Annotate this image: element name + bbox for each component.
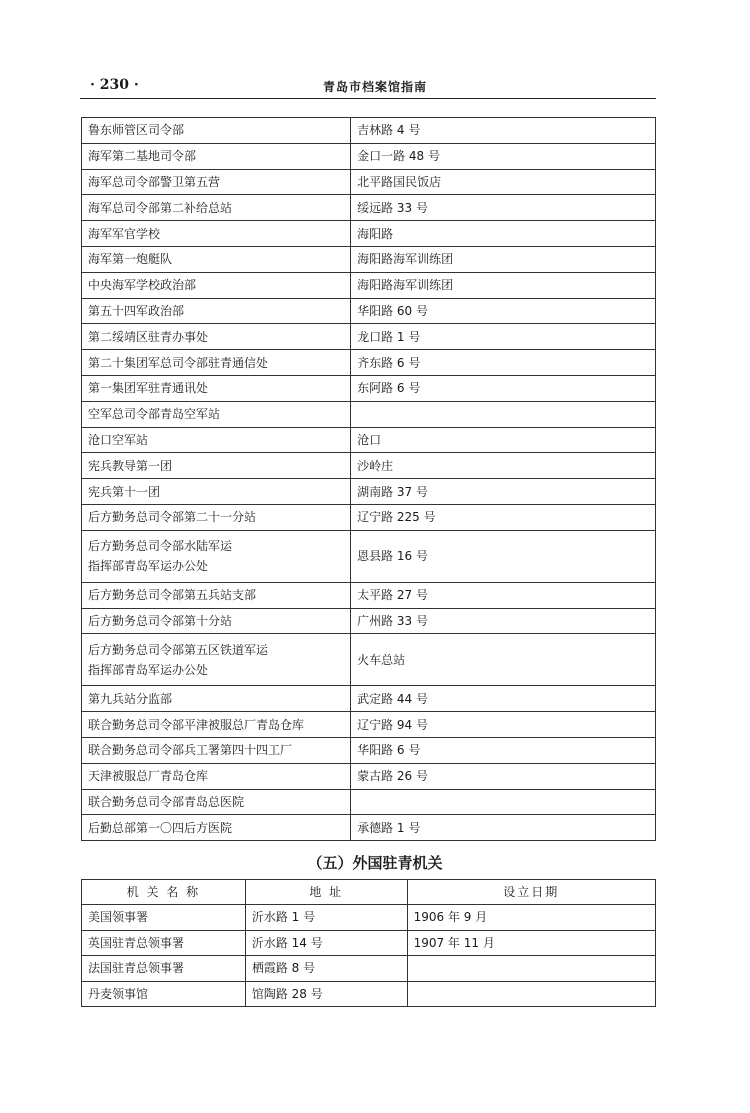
address-cell: 栖霞路 8 号 <box>245 956 407 982</box>
table-row <box>82 608 656 634</box>
agency-name-cell: 法国驻青总领事署 <box>82 956 246 982</box>
table-header-row <box>82 880 656 905</box>
org-name-cell: 第二十集团军总司令部驻青通信处 <box>82 350 351 376</box>
address-cell: 齐东路 6 号 <box>351 350 656 376</box>
address-cell <box>351 401 656 427</box>
foreign-agencies-table-body <box>82 905 656 1007</box>
org-name-cell: 后方勤务总司令部水陆军运 指挥部青岛军运办公处 <box>82 530 351 582</box>
org-name-cell: 空军总司令部青岛空军站 <box>82 401 351 427</box>
agency-name-cell: 丹麦领事馆 <box>82 981 246 1007</box>
address-cell: 馆陶路 28 号 <box>245 981 407 1007</box>
table-row <box>82 504 656 530</box>
table-row <box>82 246 656 272</box>
table-row <box>82 712 656 738</box>
org-name-cell: 宪兵第十一团 <box>82 479 351 505</box>
address-cell: 沧口 <box>351 427 656 453</box>
table-row <box>82 763 656 789</box>
address-cell: 恩县路 16 号 <box>351 530 656 582</box>
org-name-cell: 中央海军学校政治部 <box>82 272 351 298</box>
address-cell: 承德路 1 号 <box>351 815 656 841</box>
table-row <box>82 479 656 505</box>
table-row <box>82 634 656 686</box>
header-rule <box>80 98 656 99</box>
org-name-cell: 联合勤务总司令部青岛总医院 <box>82 789 351 815</box>
table-row <box>82 981 656 1007</box>
address-cell: 太平路 27 号 <box>351 582 656 608</box>
section-title: （五）外国驻青机关 <box>307 854 443 872</box>
org-name-cell: 后方勤务总司令部第五兵站支部 <box>82 582 351 608</box>
table-row <box>82 905 656 931</box>
table-row <box>82 789 656 815</box>
org-name-cell: 鲁东师管区司令部 <box>82 118 351 144</box>
address-cell: 武定路 44 号 <box>351 686 656 712</box>
agency-name-cell: 美国领事署 <box>82 905 246 931</box>
address-cell: 沂水路 14 号 <box>245 930 407 956</box>
org-name-cell: 天津被服总厂青岛仓库 <box>82 763 351 789</box>
org-name-cell: 第一集团军驻青通讯处 <box>82 375 351 401</box>
address-cell: 广州路 33 号 <box>351 608 656 634</box>
address-cell: 湖南路 37 号 <box>351 479 656 505</box>
org-name-cell: 海军总司令部第二补给总站 <box>82 195 351 221</box>
table-row <box>82 298 656 324</box>
foreign-agencies-table <box>81 879 656 1007</box>
table-row <box>82 375 656 401</box>
table-row <box>82 143 656 169</box>
table-row <box>82 401 656 427</box>
org-name-cell: 联合勤务总司令部平津被服总厂青岛仓库 <box>82 712 351 738</box>
org-name-cell: 后方勤务总司令部第五区铁道军运 指挥部青岛军运办公处 <box>82 634 351 686</box>
table-row <box>82 956 656 982</box>
table-row <box>82 169 656 195</box>
table-row <box>82 272 656 298</box>
org-name-cell: 海军总司令部警卫第五营 <box>82 169 351 195</box>
org-name-cell: 海军军官学校 <box>82 221 351 247</box>
established-date-cell <box>407 956 655 982</box>
established-date-cell <box>407 981 655 1007</box>
table-row <box>82 221 656 247</box>
address-cell: 沙岭庄 <box>351 453 656 479</box>
org-name-cell: 第五十四军政治部 <box>82 298 351 324</box>
address-cell: 北平路国民饭店 <box>351 169 656 195</box>
address-cell: 辽宁路 225 号 <box>351 504 656 530</box>
table-row <box>82 582 656 608</box>
military-agencies-table-body <box>82 118 656 841</box>
address-cell: 辽宁路 94 号 <box>351 712 656 738</box>
table-row <box>82 350 656 376</box>
table-row <box>82 686 656 712</box>
address-cell: 龙口路 1 号 <box>351 324 656 350</box>
table-row <box>82 195 656 221</box>
page-number: · 230 · <box>90 77 139 93</box>
table-row <box>82 118 656 144</box>
address-cell: 沂水路 1 号 <box>245 905 407 931</box>
org-name-cell: 沧口空军站 <box>82 427 351 453</box>
address-cell: 海阳路 <box>351 221 656 247</box>
established-date-cell: 1906 年 9 月 <box>407 905 655 931</box>
address-cell: 金口一路 48 号 <box>351 143 656 169</box>
address-cell: 海阳路海军训练团 <box>351 272 656 298</box>
org-name-cell: 宪兵教导第一团 <box>82 453 351 479</box>
established-date-cell: 1907 年 11 月 <box>407 930 655 956</box>
military-agencies-table <box>81 117 656 841</box>
table-row <box>82 530 656 582</box>
column-header-date: 设立日期 <box>407 880 655 905</box>
table-row <box>82 324 656 350</box>
org-name-cell: 海军第二基地司令部 <box>82 143 351 169</box>
table-row <box>82 930 656 956</box>
address-cell <box>351 789 656 815</box>
address-cell: 东阿路 6 号 <box>351 375 656 401</box>
address-cell: 华阳路 6 号 <box>351 737 656 763</box>
book-title: 青岛市档案馆指南 <box>322 80 427 94</box>
address-cell: 火车总站 <box>351 634 656 686</box>
org-name-cell: 海军第一炮艇队 <box>82 246 351 272</box>
org-name-cell: 联合勤务总司令部兵工署第四十四工厂 <box>82 737 351 763</box>
column-header-name: 机 关 名 称 <box>82 880 246 905</box>
address-cell: 华阳路 60 号 <box>351 298 656 324</box>
address-cell: 海阳路海军训练团 <box>351 246 656 272</box>
org-name-cell: 第二绥靖区驻青办事处 <box>82 324 351 350</box>
org-name-cell: 后方勤务总司令部第十分站 <box>82 608 351 634</box>
column-header-address: 地 址 <box>245 880 407 905</box>
address-cell: 吉林路 4 号 <box>351 118 656 144</box>
table-row <box>82 737 656 763</box>
org-name-cell: 后方勤务总司令部第二十一分站 <box>82 504 351 530</box>
org-name-cell: 后勤总部第一〇四后方医院 <box>82 815 351 841</box>
address-cell: 蒙古路 26 号 <box>351 763 656 789</box>
address-cell: 绥远路 33 号 <box>351 195 656 221</box>
table-row <box>82 453 656 479</box>
agency-name-cell: 英国驻青总领事署 <box>82 930 246 956</box>
org-name-cell: 第九兵站分监部 <box>82 686 351 712</box>
table-row <box>82 815 656 841</box>
table-row <box>82 427 656 453</box>
